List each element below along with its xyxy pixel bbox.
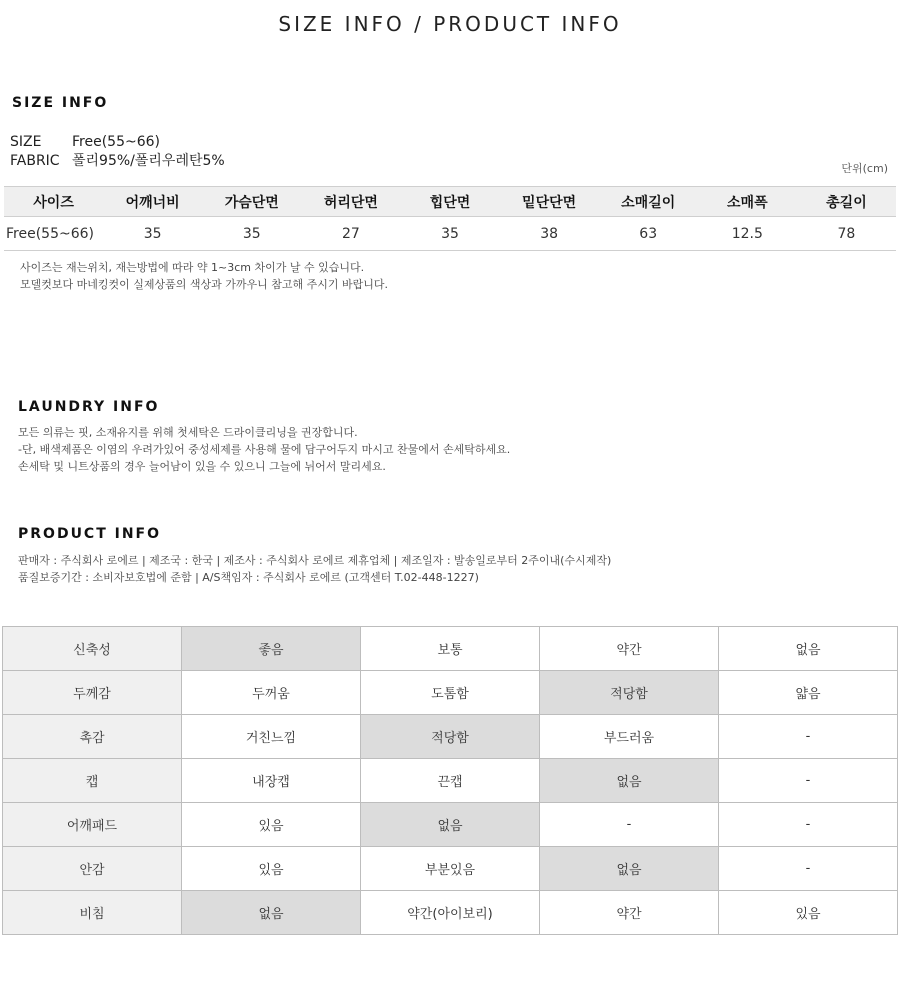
value-cell: 63 — [599, 217, 698, 251]
size-table-header — [4, 187, 896, 217]
laundry-line: 모든 의류는 핏, 소재유지를 위해 첫세탁은 드라이클리닝을 권장합니다. — [18, 426, 358, 439]
value-cell: 38 — [500, 217, 599, 251]
attribute-label: 두께감 — [3, 671, 182, 715]
attribute-option: 있음 — [719, 891, 898, 935]
attribute-label: 안감 — [3, 847, 182, 891]
header-cell: 허리단면 — [301, 187, 400, 217]
size-notes — [20, 259, 388, 293]
fabric-label: FABRIC — [10, 153, 60, 169]
attribute-option: 두꺼움 — [182, 671, 361, 715]
header-cell: 소매길이 — [599, 187, 698, 217]
attribute-row — [3, 891, 898, 935]
size-note-line: 모델컷보다 마네킹컷이 실제상품의 색상과 가까우니 참고해 주시기 바랍니다. — [20, 278, 389, 291]
size-info-heading: SIZE INFO — [12, 95, 109, 111]
attribute-option-selected: 적당함 — [540, 671, 719, 715]
table-row — [4, 217, 896, 251]
laundry-line: -단, 배색제품은 이염의 우려가있어 중성세제를 사용해 물에 담구어두지 마시고 찬물에서 손세탁하세요. — [18, 443, 511, 456]
attribute-label: 신축성 — [3, 627, 182, 671]
header-cell: 밑단단면 — [500, 187, 599, 217]
attribute-label: 어깨패드 — [3, 803, 182, 847]
attribute-option: 있음 — [182, 803, 361, 847]
attribute-row — [3, 759, 898, 803]
attribute-row — [3, 803, 898, 847]
attribute-option: 얇음 — [719, 671, 898, 715]
header-cell: 가슴단면 — [202, 187, 301, 217]
unit-label: 단위(cm) — [841, 162, 888, 175]
attribute-option: 내장캡 — [182, 759, 361, 803]
attribute-option: 약간(아이보리) — [361, 891, 540, 935]
size-cell: Free(55~66) — [4, 217, 103, 251]
attribute-option-selected: 없음 — [540, 847, 719, 891]
attribute-option: - — [719, 803, 898, 847]
attribute-option: 도톰함 — [361, 671, 540, 715]
attribute-row — [3, 847, 898, 891]
size-table — [4, 186, 896, 251]
header-cell: 사이즈 — [4, 187, 103, 217]
attribute-option-selected: 적당함 — [361, 715, 540, 759]
attribute-option-selected: 없음 — [182, 891, 361, 935]
attribute-option: 약간 — [540, 891, 719, 935]
attribute-row — [3, 671, 898, 715]
value-cell: 12.5 — [698, 217, 797, 251]
attribute-option: 부분있음 — [361, 847, 540, 891]
product-info-heading: PRODUCT INFO — [18, 526, 162, 542]
attribute-option: - — [719, 759, 898, 803]
attribute-option: - — [719, 715, 898, 759]
attribute-option-selected: 없음 — [540, 759, 719, 803]
product-notes — [18, 552, 611, 586]
attribute-option: - — [719, 847, 898, 891]
attribute-label: 비침 — [3, 891, 182, 935]
laundry-notes — [18, 424, 510, 475]
size-value: Free(55~66) — [72, 134, 160, 150]
attribute-row — [3, 715, 898, 759]
attribute-option: 있음 — [182, 847, 361, 891]
size-label: SIZE — [10, 134, 42, 150]
attribute-option-selected: 좋음 — [182, 627, 361, 671]
attribute-row — [3, 627, 898, 671]
value-cell: 35 — [400, 217, 499, 251]
attribute-option: 없음 — [719, 627, 898, 671]
laundry-line: 손세탁 및 니트상품의 경우 늘어남이 있을 수 있으니 그늘에 뉘어서 말리세요. — [18, 460, 386, 473]
value-cell: 35 — [202, 217, 301, 251]
attribute-option: 끈캡 — [361, 759, 540, 803]
attribute-option: 약간 — [540, 627, 719, 671]
attribute-option: - — [540, 803, 719, 847]
header-cell: 어깨너비 — [103, 187, 202, 217]
size-spec — [10, 134, 160, 150]
product-line: 품질보증기간 : 소비자보호법에 준함 | A/S책임자 : 주식회사 로에르 (고객센터 T.02-448-1227) — [18, 571, 479, 584]
page-title: SIZE INFO / PRODUCT INFO — [278, 12, 622, 36]
value-cell: 35 — [103, 217, 202, 251]
size-note-line: 사이즈는 재는위치, 재는방법에 따라 약 1~3cm 차이가 날 수 있습니다. — [20, 261, 365, 274]
value-cell: 27 — [301, 217, 400, 251]
attribute-option: 보통 — [361, 627, 540, 671]
fabric-spec — [10, 150, 225, 170]
laundry-info-heading: LAUNDRY INFO — [18, 399, 160, 415]
header-cell: 소매폭 — [698, 187, 797, 217]
fabric-value: 폴리95%/폴리우레탄5% — [72, 153, 225, 169]
attribute-option: 부드러움 — [540, 715, 719, 759]
product-line: 판매자 : 주식회사 로에르 | 제조국 : 한국 | 제조사 : 주식회사 로에르 제휴업체 | 제조일자 : 발송일로부터 2주이내(수시제작) — [18, 554, 612, 567]
value-cell: 78 — [797, 217, 896, 251]
header-cell: 힙단면 — [400, 187, 499, 217]
attribute-label: 촉감 — [3, 715, 182, 759]
attribute-option-selected: 없음 — [361, 803, 540, 847]
attribute-label: 캡 — [3, 759, 182, 803]
attribute-option: 거친느낌 — [182, 715, 361, 759]
attribute-table — [2, 626, 898, 935]
header-cell: 총길이 — [797, 187, 896, 217]
